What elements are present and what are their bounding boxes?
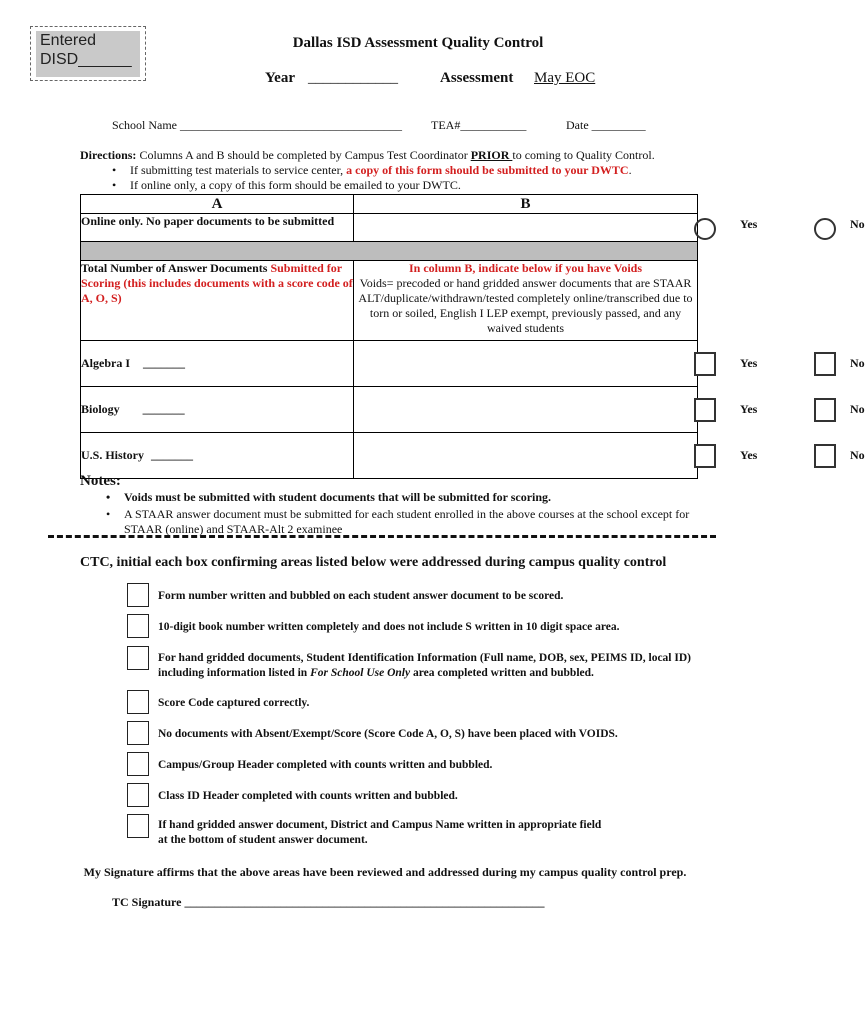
column-b-header: B	[354, 195, 698, 214]
assessment-label: Assessment	[440, 70, 514, 86]
stamp-line-entered: Entered	[40, 32, 97, 49]
directions-prior: PRIOR	[470, 148, 513, 162]
note-item-staar: • A STAAR answer document must be submitted for each student enrolled in the above courses at the school except for STAAR (online) and STAAR-Alt 2 examinee	[124, 507, 730, 537]
algebra-no-label: No	[850, 356, 865, 370]
directions-bullet-2: • If online only, a copy of this form should be emailed to your DWTC.	[130, 178, 720, 193]
ctc-item-voids: No documents with Absent/Exempt/Score (Score Code A, O, S) have been placed with VOIDS.	[158, 728, 618, 740]
course-algebra-label: Algebra I	[81, 356, 130, 370]
ctc-checkbox-campus-header[interactable]	[127, 752, 149, 776]
online-only-label: Online only. No paper documents to be submitted	[81, 214, 354, 242]
directions-text: Columns A and B should be completed by Campus Test Coordinator	[136, 148, 471, 162]
total-answer-docs-label: Total Number of Answer Documents Submitted for Scoring (this includes documents with a score code of A, O, S)	[81, 261, 354, 341]
page-title: Dallas ISD Assessment Quality Control	[292, 35, 544, 51]
ctc-title: CTC, initial each box confirming areas listed below were addressed during campus quality control	[80, 555, 667, 570]
algebra-no-checkbox[interactable]	[814, 352, 836, 376]
history-yes-label: Yes	[740, 448, 758, 462]
signature-affirmation: My Signature affirms that the above areas have been reviewed and addressed during my campus quality control prep.	[83, 865, 687, 879]
date-field[interactable]: Date _________	[566, 118, 646, 132]
course-biology-row	[81, 387, 354, 433]
online-only-options	[354, 214, 865, 242]
ctc-checkbox-district-campus[interactable]	[127, 814, 149, 838]
cut-line-divider	[48, 535, 716, 538]
directions-text-end: to coming to Quality Control.	[512, 148, 655, 162]
ctc-checkbox-form-number[interactable]	[127, 583, 149, 607]
ctc-checkbox-score-code[interactable]	[127, 690, 149, 714]
directions-label: Directions:	[80, 148, 137, 162]
ctc-item-book-number: 10-digit book number written completely and does not include S written in 10 digit space area.	[158, 621, 620, 633]
biology-yes-checkbox[interactable]	[694, 398, 716, 422]
history-no-checkbox[interactable]	[814, 444, 836, 468]
algebra-void-options	[354, 341, 865, 387]
voids-definition: Voids= precoded or hand gridded answer documents that are STAAR ALT/duplicate/withdrawn/tested completely online/transcribed due to torn or soiled, English I LEP exempt, previously passed, and any waived students	[358, 276, 693, 335]
history-no-label: No	[850, 448, 865, 462]
biology-no-label: No	[850, 402, 865, 416]
course-algebra-count[interactable]: _______	[143, 356, 185, 370]
course-biology-label: Biology	[81, 402, 120, 416]
biology-void-options	[354, 387, 865, 433]
assessment-value: May EOC	[534, 70, 596, 86]
online-yes-label: Yes	[740, 217, 758, 231]
notes-list	[80, 490, 730, 539]
ctc-item-class-header: Class ID Header completed with counts written and bubbled.	[158, 790, 458, 802]
note-item-voids: • Voids must be submitted with student documents that will be submitted for scoring.	[124, 490, 730, 505]
algebra-yes-label: Yes	[740, 356, 758, 370]
tea-number-field[interactable]: TEA#___________	[431, 118, 527, 132]
year-label: Year	[265, 70, 295, 86]
stamp-line-disd: DISD______	[40, 51, 132, 68]
notes-title: Notes:	[80, 473, 121, 489]
directions	[80, 148, 720, 193]
course-biology-count[interactable]: _______	[142, 402, 185, 416]
ctc-checkbox-student-id[interactable]	[127, 646, 149, 670]
course-history-label: U.S. History	[81, 448, 144, 462]
course-algebra-row	[81, 341, 354, 387]
ctc-checkbox-voids[interactable]	[127, 721, 149, 745]
quality-control-table	[80, 194, 865, 479]
voids-heading: In column B, indicate below if you have Voids	[408, 261, 643, 275]
voids-instructions	[354, 261, 698, 341]
ctc-item-district-campus: If hand gridded answer document, District and Campus Name written in appropriate field at the bottom of student answer document.	[158, 819, 602, 846]
ctc-item-score-code: Score Code captured correctly.	[158, 697, 310, 709]
course-history-count[interactable]: _______	[151, 448, 193, 462]
online-no-radio[interactable]	[814, 218, 836, 240]
ctc-checkbox-class-header[interactable]	[127, 783, 149, 807]
online-no-label: No	[850, 217, 865, 231]
algebra-yes-checkbox[interactable]	[694, 352, 716, 376]
online-yes-radio[interactable]	[694, 218, 716, 240]
year-field[interactable]: ____________	[308, 70, 398, 86]
history-yes-checkbox[interactable]	[694, 444, 716, 468]
biology-no-checkbox[interactable]	[814, 398, 836, 422]
ctc-checkbox-book-number[interactable]	[127, 614, 149, 638]
course-history-row	[81, 433, 354, 479]
column-a-header: A	[81, 195, 354, 214]
ctc-item-form-number: Form number written and bubbled on each student answer document to be scored.	[158, 590, 564, 602]
school-name-field[interactable]: School Name _____________________________________	[112, 118, 402, 132]
ctc-item-campus-header: Campus/Group Header completed with counts written and bubbled.	[158, 759, 493, 771]
tc-signature-field[interactable]: TC Signature ____________________________________________________________	[112, 895, 545, 909]
history-void-options	[354, 433, 865, 479]
gray-separator-bar	[81, 242, 698, 261]
directions-bullet-1: • If submitting test materials to service center, a copy of this form should be submitted to your DWTC.	[130, 163, 720, 178]
biology-yes-label: Yes	[740, 402, 758, 416]
ctc-item-student-id: For hand gridded documents, Student Identification Information (Full name, DOB, sex, PEIMS ID, local ID) including information listed in For School Use Only area completed written and bubbled.	[158, 652, 691, 679]
